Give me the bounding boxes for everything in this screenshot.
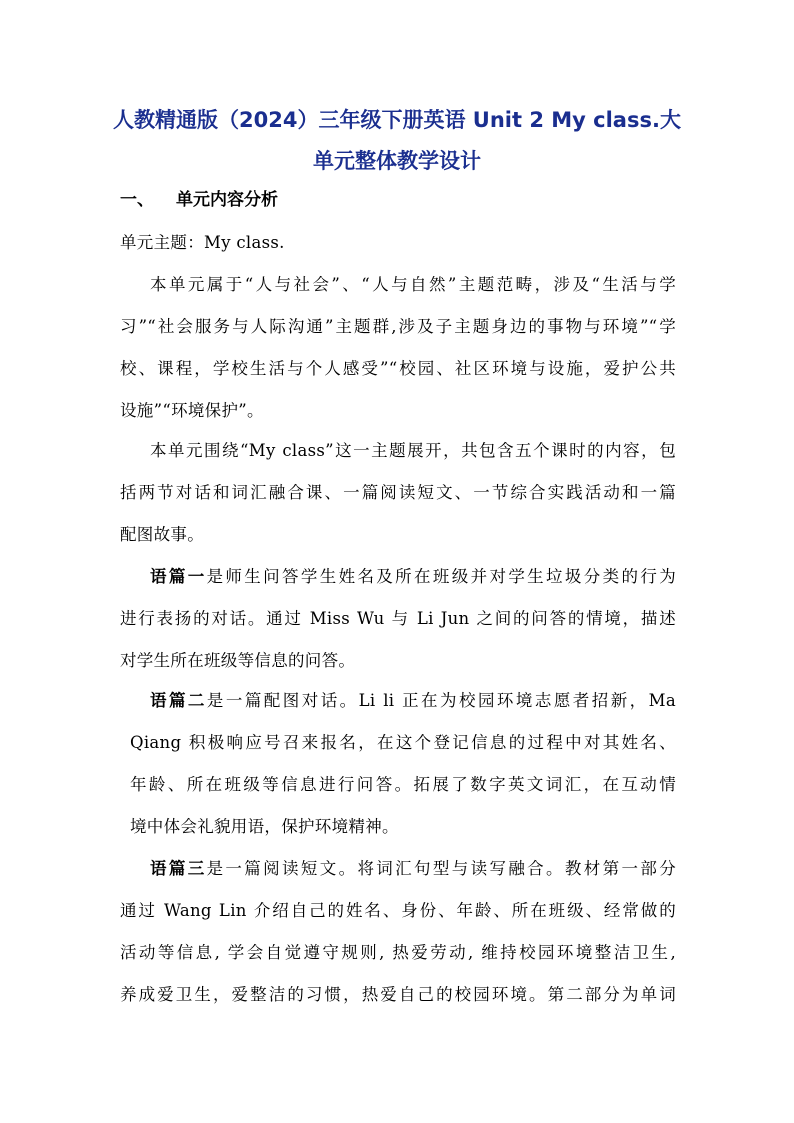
document-title-line-1: 人教精通版（2024）三年级下册英语 Unit 2 My class.大	[113, 108, 681, 132]
paragraph-line: 设施”“环境保护”。	[120, 401, 264, 420]
paragraph-line: 活动等信息, 学会自觉遵守规则, 热爱劳动, 维持校园环境整洁卫生,	[120, 943, 676, 962]
paragraph-line: 校、课程，学校生活与个人感受”“校园、社区环境与设施，爱护公共	[120, 359, 676, 378]
paragraph-line: 本单元围绕“My class”这一主题展开，共包含五个课时的内容，包	[150, 441, 676, 460]
paragraph-line: 通过 Wang Lin 介绍自己的姓名、身份、年龄、所在班级、经常做的	[120, 901, 676, 920]
paragraph-line: 对学生所在班级等信息的问答。	[120, 651, 356, 670]
paragraph-line: Qiang 积极响应号召来报名，在这个登记信息的过程中对其姓名、	[130, 733, 676, 752]
section-heading	[120, 184, 278, 216]
paragraph-line: 语篇三是一篇阅读短文。将词汇句型与读写融合。教材第一部分	[150, 859, 676, 878]
document-title-line-2: 单元整体教学设计	[313, 149, 481, 173]
paragraph-line: 年龄、所在班级等信息进行问答。拓展了数字英文词汇，在互动情	[130, 775, 676, 794]
paragraph-lead: 语篇三	[150, 859, 207, 878]
unit-theme-line: 单元主题：My class.	[120, 233, 285, 252]
paragraph-line: 括两节对话和词汇融合课、一篇阅读短文、一节综合实践活动和一篇	[120, 483, 676, 502]
paragraph-line: 境中体会礼貌用语，保护环境精神。	[130, 817, 399, 836]
paragraph-line: 语篇二是一篇配图对话。Li li 正在为校园环境志愿者招新，Ma	[150, 691, 676, 710]
section-title: 单元内容分析	[176, 190, 278, 210]
paragraph-line: 语篇一是师生问答学生姓名及所在班级并对学生垃圾分类的行为	[150, 567, 676, 586]
paragraph-lead: 语篇二	[150, 691, 207, 710]
paragraph-line: 配图故事。	[120, 525, 204, 544]
paragraph-line: 进行表扬的对话。通过 Miss Wu 与 Li Jun 之间的问答的情境，描述	[120, 609, 676, 628]
paragraph-lead: 语篇一	[150, 567, 207, 586]
paragraph-line: 习”“社会服务与人际沟通”主题群,涉及子主题身边的事物与环境”“学	[120, 317, 676, 336]
paragraph-line: 本单元属于“人与社会”、“人与自然”主题范畴，涉及“生活与学	[150, 275, 676, 294]
paragraph-line: 养成爱卫生，爱整洁的习惯，热爱自己的校园环境。第二部分为单词	[120, 985, 676, 1004]
section-number: 一、	[120, 190, 154, 210]
